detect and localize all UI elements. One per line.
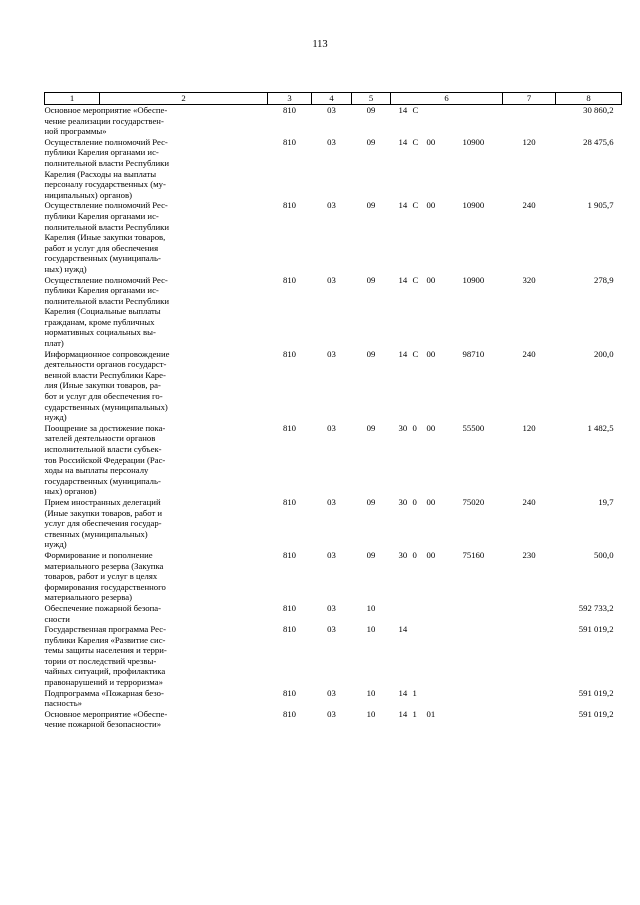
- row-col-6-subprogram: 1: [412, 687, 417, 698]
- row-col-6-event: 00: [426, 496, 436, 507]
- row-name: Формирование и пополнение материального резерва (Закупка товаров, работ и услуг в целях формирования государственного материального резерва): [44, 549, 166, 603]
- row-name: Осуществление полномочий Рес- публики Карелия органами ис- полнительной власти Республики Карелия (Социальные выплаты гражданам, кроме публичных нормативных социальных вы- плат): [44, 274, 170, 349]
- table-row: [45, 624, 622, 688]
- row-col-8: 591 019,2: [578, 687, 614, 698]
- row-col-6-direction: 55500: [462, 422, 485, 433]
- row-col-6-event: [425, 105, 447, 137]
- row-col-7: 120: [522, 422, 536, 433]
- table-row: [45, 137, 622, 201]
- row-name: Осуществление полномочий Рес- публики Карелия органами ис- полнительной власти Республики Карелия (Иные закупки товаров, работ и услуг для обеспечения государственных (муниципаль- ных) нужд): [44, 200, 170, 274]
- row-col-6-subprogram: 0: [412, 496, 417, 507]
- row-col-3: 810: [282, 549, 297, 560]
- table-row: [45, 200, 622, 274]
- row-col-6-subprogram: С: [412, 348, 419, 359]
- row-col-6-direction: [447, 105, 503, 137]
- row-col-6-program: 14: [398, 708, 408, 719]
- row-col-4: 03: [327, 105, 336, 115]
- row-col-3: 810: [282, 624, 297, 635]
- row-col-6-subprogram: [409, 624, 425, 688]
- row-col-7: [503, 688, 556, 709]
- row-col-4: 03: [327, 136, 336, 147]
- row-col-6-subprogram: С: [412, 136, 419, 147]
- row-col-6-event: 00: [426, 274, 436, 285]
- table-row: [45, 550, 622, 603]
- row-col-7: 320: [522, 274, 536, 285]
- row-col-6-program: 14: [398, 136, 408, 147]
- row-col-5: 09: [366, 105, 376, 115]
- row-col-5: 10: [366, 602, 376, 613]
- row-col-6-subprogram: 0: [412, 422, 417, 433]
- row-col-6-program: 14: [398, 687, 408, 698]
- row-col-6-direction: [447, 603, 503, 624]
- row-col-8: 200,0: [593, 348, 614, 359]
- row-col-8: 278,9: [593, 274, 614, 285]
- row-col-7: 120: [522, 136, 536, 147]
- row-col-6-program: [391, 603, 409, 624]
- row-col-7: [503, 105, 556, 137]
- row-col-5: 09: [366, 496, 376, 507]
- row-name: Прием иностранных делегаций (Иные закупки товаров, работ и услуг для обеспечения государ- ственных (муниципальных) нужд): [44, 496, 163, 550]
- row-col-7: [503, 709, 556, 730]
- table-row: [45, 423, 622, 497]
- row-col-3: 810: [282, 708, 297, 719]
- row-col-6-program: 14: [398, 348, 408, 359]
- row-col-6-subprogram: С: [412, 105, 419, 115]
- row-col-4: 03: [327, 348, 336, 359]
- table-row: [45, 603, 622, 624]
- row-col-3: 810: [282, 274, 297, 285]
- row-col-7: [503, 603, 556, 624]
- row-name: Осуществление полномочий Рес- публики Карелия органами ис- полнительной власти Республики Карелия (Расходы на выплаты персоналу государственных (му- ниципальных) органов): [44, 136, 170, 200]
- row-col-4: 03: [327, 687, 336, 698]
- header-col-6: 6: [391, 93, 503, 105]
- row-name: Подпрограмма «Пожарная безо- пасность»: [44, 687, 164, 709]
- row-col-7: 240: [522, 496, 536, 507]
- row-col-4: 03: [327, 274, 336, 285]
- header-row: [45, 93, 622, 105]
- row-name: Основное мероприятие «Обеспе- чение реализации государствен- ной программы»: [44, 105, 168, 137]
- row-col-8: 591 019,2: [578, 708, 614, 719]
- row-name: Обеспечение пожарной безопа- сности: [44, 602, 162, 624]
- table-row: [45, 497, 622, 550]
- row-col-6-program: 14: [398, 105, 408, 115]
- row-col-6-event: [425, 688, 447, 709]
- header-col-1: 1: [45, 93, 100, 105]
- row-col-4: 03: [327, 200, 336, 211]
- budget-table: [44, 92, 622, 730]
- row-col-6-direction: 98710: [462, 348, 485, 359]
- row-col-6-direction: 75160: [462, 549, 485, 560]
- row-col-8: 28 475,6: [583, 136, 614, 147]
- table-row: [45, 349, 622, 423]
- row-col-3: 810: [282, 602, 297, 613]
- row-col-8: 19,7: [598, 496, 614, 507]
- row-col-4: 03: [327, 549, 336, 560]
- row-col-5: 10: [366, 687, 376, 698]
- row-col-6-event: 01: [426, 708, 436, 719]
- row-col-5: 10: [366, 624, 376, 635]
- row-col-6-event: 00: [426, 200, 436, 211]
- row-col-7: 230: [522, 549, 536, 560]
- row-col-6-direction: 10900: [462, 136, 485, 147]
- row-col-4: 03: [327, 624, 336, 635]
- row-col-8: 1 482,5: [587, 422, 614, 433]
- row-col-6-program: 14: [398, 274, 408, 285]
- row-col-5: 09: [366, 274, 376, 285]
- row-col-8: 592 733,2: [578, 602, 614, 613]
- row-col-6-subprogram: 0: [412, 549, 417, 560]
- row-col-6-program: 30: [398, 422, 408, 433]
- header-col-5: 5: [352, 93, 391, 105]
- row-col-4: 03: [327, 602, 336, 613]
- row-col-3: 810: [282, 105, 297, 115]
- header-col-4: 4: [312, 93, 352, 105]
- row-col-6-direction: [447, 688, 503, 709]
- row-col-3: 810: [282, 496, 297, 507]
- row-name: Поощрение за достижение пока- зателей деятельности органов исполнительной власти субъек- тов Российской Федерации (Рас- ходы на выплаты персоналу государственных (муниципаль- ных) органов): [44, 422, 166, 497]
- row-name: Государственная программа Рес- публики Карелия «Развитие сис- темы защиты населения и терри- тории от последствий чрезвы- чайных ситуаций, профилактика правонарушений и терроризма»: [44, 624, 167, 688]
- row-col-6-subprogram: С: [412, 274, 419, 285]
- row-col-7: [503, 624, 556, 688]
- row-col-6-direction: [447, 709, 503, 730]
- row-col-5: 09: [366, 136, 376, 147]
- row-col-6-program: 14: [398, 200, 408, 211]
- row-col-3: 810: [282, 136, 297, 147]
- row-col-8: 591 019,2: [578, 624, 614, 635]
- row-col-6-subprogram: 1: [412, 708, 417, 719]
- row-col-6-direction: 75020: [462, 496, 485, 507]
- table-row: [45, 688, 622, 709]
- header-col-3: 3: [268, 93, 312, 105]
- row-col-6-program: 30: [398, 496, 408, 507]
- table-row: [45, 105, 622, 137]
- table-body: [45, 105, 622, 731]
- row-col-5: 09: [366, 422, 376, 433]
- row-col-6-direction: 10900: [462, 200, 485, 211]
- row-col-4: 03: [327, 708, 336, 719]
- row-col-6-subprogram: С: [412, 200, 419, 211]
- row-col-5: 09: [366, 549, 376, 560]
- row-col-6-event: 00: [426, 348, 436, 359]
- row-col-6-direction: 10900: [462, 274, 485, 285]
- row-name: Информационное сопровождение деятельности органов государст- венной власти Республики Каре- лия (Иные закупки товаров, ра- бот и услуг для обеспечения го- сударственных (муниципальных) нужд): [44, 348, 170, 423]
- row-col-5: 10: [366, 708, 376, 719]
- row-col-6-event: 00: [426, 549, 436, 560]
- row-col-3: 810: [282, 422, 297, 433]
- row-col-6-program: 14: [398, 624, 408, 635]
- row-col-8: 30 860,2: [583, 105, 614, 115]
- page-number: 113: [312, 39, 328, 50]
- row-col-5: 09: [366, 200, 376, 211]
- row-col-6-direction: [447, 624, 503, 688]
- row-col-8: 1 905,7: [587, 200, 614, 211]
- row-col-6-program: 30: [398, 549, 408, 560]
- row-col-6-event: [425, 624, 447, 688]
- row-col-7: 240: [522, 348, 536, 359]
- row-col-6-event: 00: [426, 422, 436, 433]
- header-col-7: 7: [503, 93, 556, 105]
- table-row: [45, 275, 622, 349]
- row-col-4: 03: [327, 496, 336, 507]
- row-col-3: 810: [282, 200, 297, 211]
- row-col-6-event: 00: [426, 136, 436, 147]
- row-col-4: 03: [327, 422, 336, 433]
- row-col-7: 240: [522, 200, 536, 211]
- row-col-6-event: [425, 603, 447, 624]
- row-col-6-subprogram: [409, 603, 425, 624]
- row-col-3: 810: [282, 687, 297, 698]
- row-name: Основное мероприятие «Обеспе- чение пожарной безопасности»: [44, 708, 168, 730]
- row-col-8: 500,0: [593, 549, 614, 560]
- header-col-8: 8: [556, 93, 622, 105]
- row-col-3: 810: [282, 348, 297, 359]
- table-row: [45, 709, 622, 730]
- header-col-2: 2: [100, 93, 268, 105]
- row-col-5: 09: [366, 348, 376, 359]
